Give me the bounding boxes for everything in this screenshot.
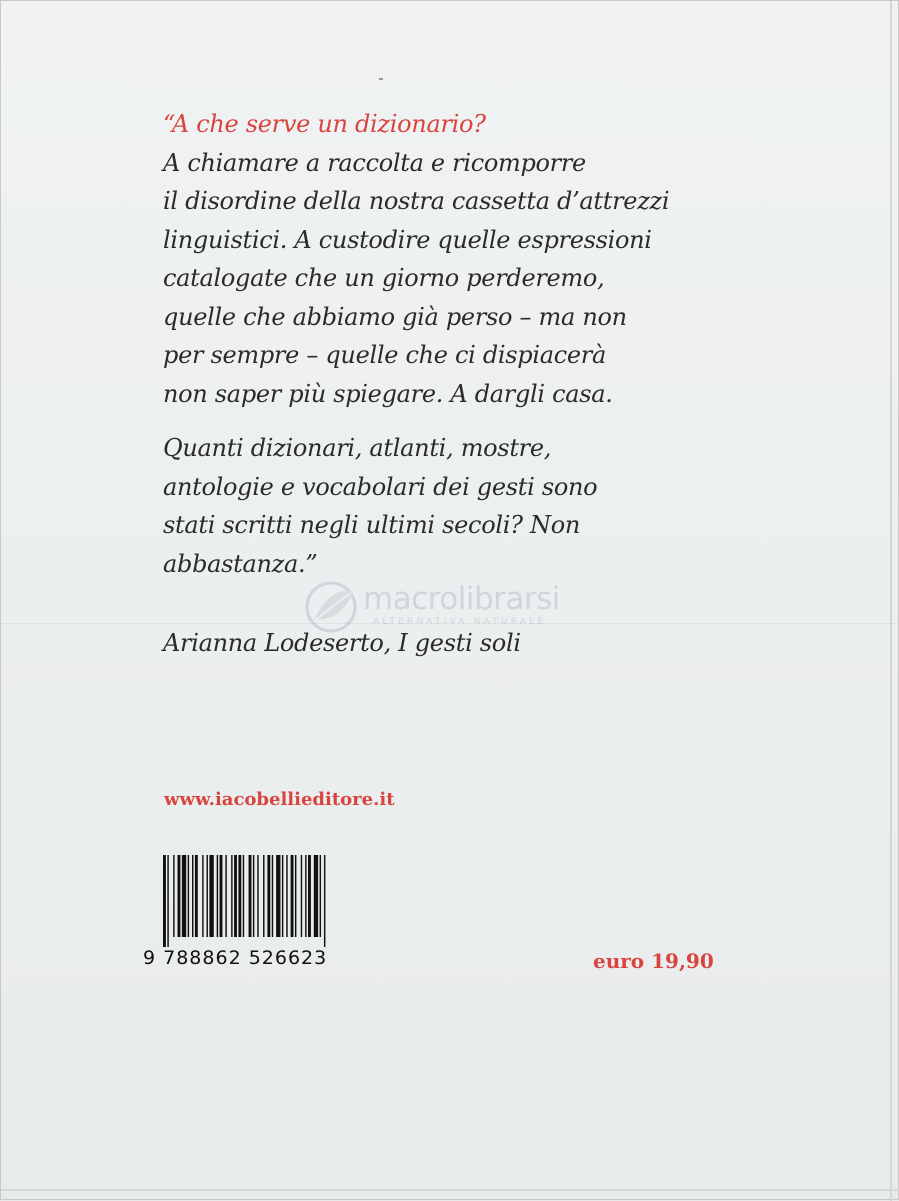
barcode-bar	[291, 855, 294, 937]
paragraph-gap	[163, 413, 783, 429]
quote-line-3: il disordine della nostra cassetta d’attrezzi	[163, 187, 670, 215]
barcode-bar	[234, 855, 237, 937]
price-label: euro 19,90	[593, 949, 714, 973]
quote-line-1: “A che serve un dizionario?	[163, 110, 486, 138]
cover-edge-bottom	[1, 1189, 899, 1191]
quote-line-2: A chiamare a raccolta e ricomporre	[163, 148, 586, 177]
barcode-bar	[305, 855, 306, 937]
barcode-bar	[295, 855, 296, 937]
barcode-bar	[267, 855, 270, 937]
barcode-bars	[141, 855, 373, 947]
watermark	[301, 579, 621, 639]
quote-line-11: stati scritti negli ultimi secoli? Non	[163, 511, 581, 539]
quote-line-5: catalogate che un giorno perderemo,	[163, 264, 605, 292]
watermark-leaf-icon	[301, 579, 361, 635]
barcode-bar	[282, 855, 283, 937]
barcode-bar	[192, 855, 193, 937]
barcode-bar	[314, 855, 318, 937]
print-mark	[379, 78, 383, 80]
quote-line-12: abbastanza.”	[163, 549, 318, 578]
isbn-number: 9 788862 526623	[143, 947, 328, 969]
barcode-bar	[286, 855, 287, 937]
barcode-bar	[238, 855, 241, 937]
barcode-bar	[276, 855, 280, 937]
quote-line-8: non saper più spiegare. A dargli casa.	[163, 379, 613, 408]
isbn-barcode	[141, 855, 373, 977]
barcode-bar	[324, 855, 325, 947]
watermark-brand: macrolibrarsi	[363, 581, 560, 617]
barcode-bar	[182, 855, 186, 937]
barcode-bar	[308, 855, 311, 937]
barcode-bar	[272, 855, 273, 937]
barcode-bar	[217, 855, 218, 937]
quote-line-4: linguistici. A custodire quelle espressioni	[163, 225, 652, 254]
publisher-website: www.iacobellieditore.it	[164, 789, 395, 810]
barcode-bar	[173, 855, 174, 937]
barcode-bar	[231, 855, 232, 937]
barcode-bar	[207, 855, 208, 937]
cover-edge-right	[890, 1, 892, 1201]
barcode-bar	[202, 855, 203, 937]
blurb-quote	[163, 105, 783, 583]
barcode-bar	[225, 855, 226, 937]
barcode-bar	[178, 855, 181, 937]
barcode-bar	[320, 855, 321, 937]
barcode-bar	[253, 855, 254, 937]
barcode-bar	[243, 855, 244, 937]
quote-attribution: Arianna Lodeserto, I gesti soli	[163, 629, 521, 657]
barcode-bar	[263, 855, 264, 937]
watermark-tagline: ALTERNATIVA NATURALE	[373, 617, 547, 627]
quote-line-7: per sempre – quelle che ci dispiacerà	[163, 341, 606, 369]
barcode-bar	[167, 855, 168, 947]
quote-line-6: quelle che abbiamo già perso – ma non	[163, 302, 627, 331]
barcode-bar	[220, 855, 223, 937]
barcode-bar	[209, 855, 213, 937]
barcode-bar	[257, 855, 258, 937]
barcode-bar	[195, 855, 198, 937]
barcode-bar	[301, 855, 302, 937]
quote-line-9: Quanti dizionari, atlanti, mostre,	[163, 434, 552, 462]
quote-line-10: antologie e vocabolari dei gesti sono	[163, 472, 598, 501]
barcode-bar	[249, 855, 252, 937]
barcode-bar	[163, 855, 166, 947]
barcode-bar	[188, 855, 189, 937]
